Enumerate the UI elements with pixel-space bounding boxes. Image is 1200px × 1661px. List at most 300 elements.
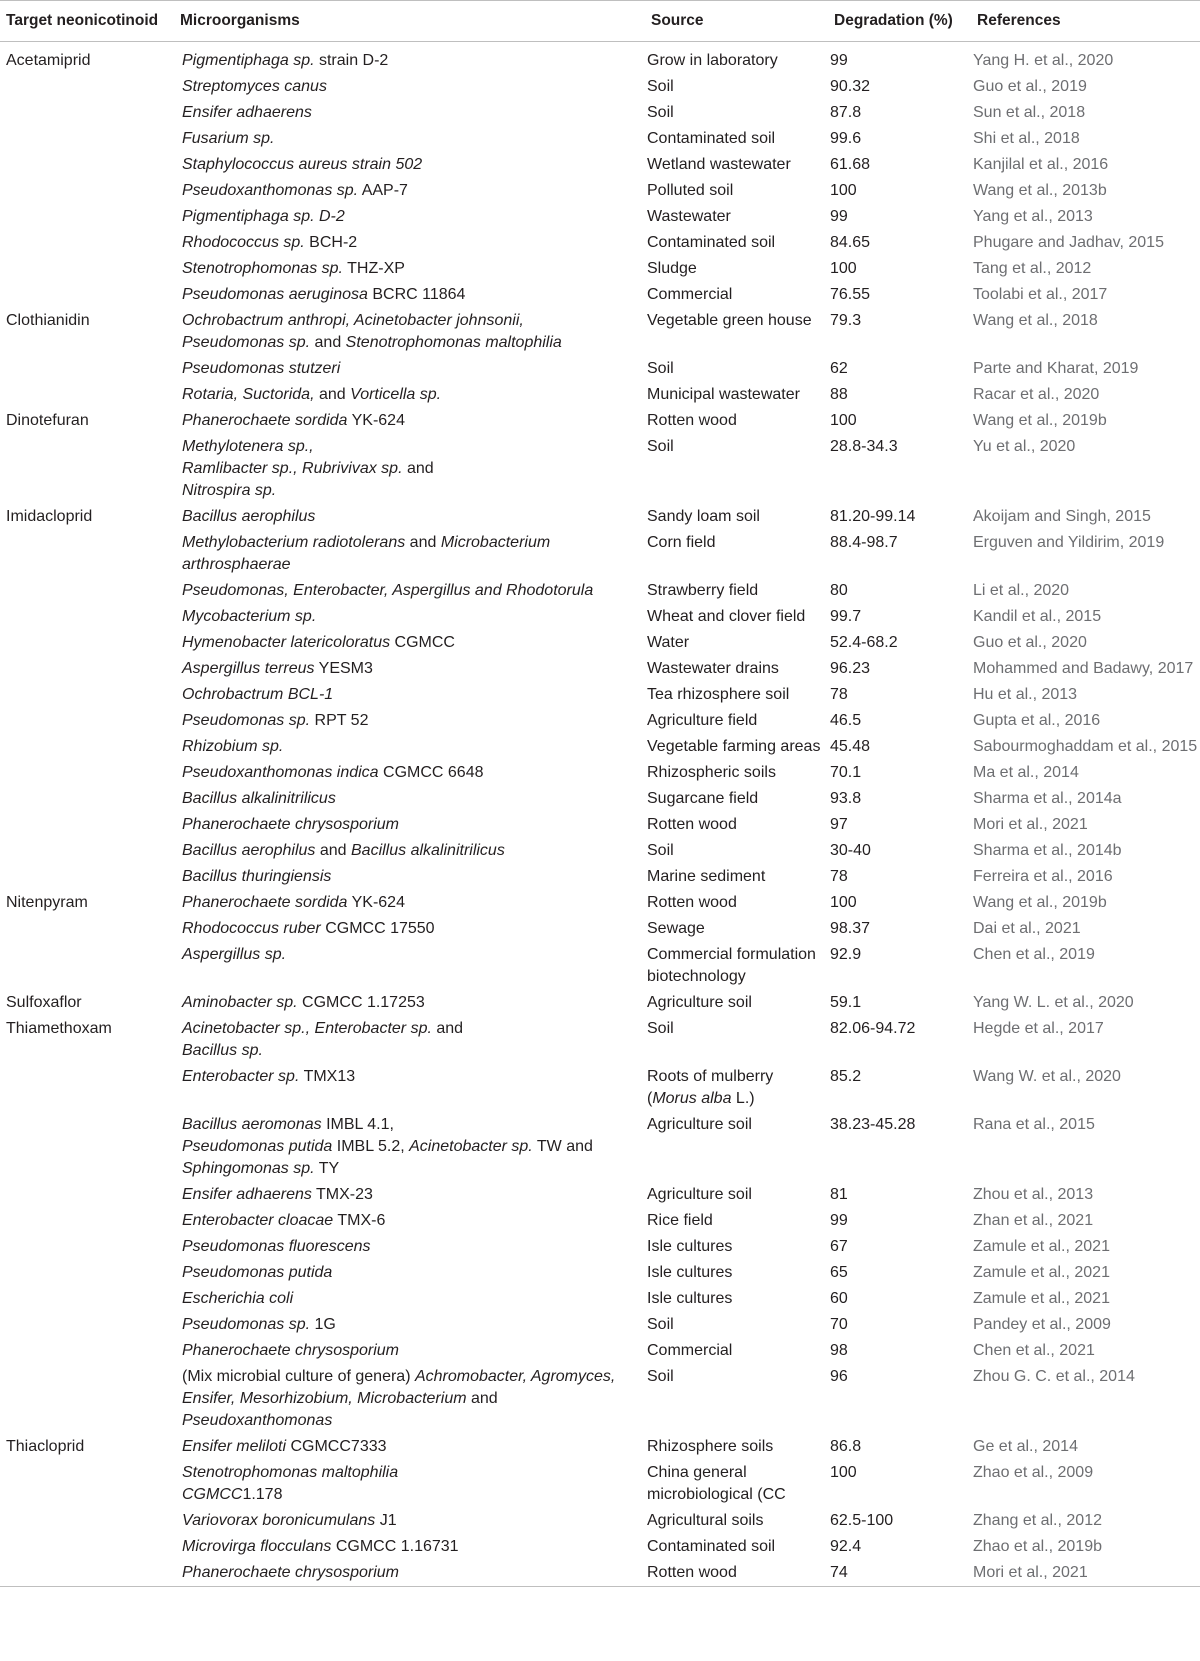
microorganism-cell — [174, 1312, 645, 1338]
microorganism-cell — [174, 1338, 645, 1364]
text-segment: IMBL 4.1, — [321, 1116, 394, 1133]
text-segment: J1 — [375, 1512, 397, 1529]
reference-cell: Zamule et al., 2021 — [973, 1264, 1110, 1281]
text-segment: YESM3 — [314, 660, 373, 677]
microorganism-cell — [174, 1182, 645, 1208]
microorganism-cell — [174, 204, 645, 230]
reference-cell: Pandey et al., 2009 — [973, 1316, 1111, 1333]
degradation-cell: 99 — [830, 52, 848, 69]
degradation-cell: 84.65 — [830, 234, 871, 251]
microorganism-cell — [174, 308, 645, 356]
reference-cell: Mohammed and Badawy, 2017 — [973, 660, 1194, 677]
microorganism-cell — [174, 682, 645, 708]
italic-text-segment: Methylobacterium radiotolerans — [182, 534, 406, 551]
source-cell — [645, 1064, 828, 1112]
compound-cell: Dinotefuran — [6, 412, 89, 429]
compound-cell — [0, 682, 174, 708]
source-cell: Agriculture soil — [647, 994, 752, 1011]
reference-cell: Hegde et al., 2017 — [973, 1020, 1104, 1037]
table-row — [0, 1338, 1200, 1364]
compound-cell — [0, 1286, 174, 1312]
compound-cell — [0, 734, 174, 760]
compound-cell — [0, 100, 174, 126]
reference-cell: Gupta et al., 2016 — [973, 712, 1101, 729]
table-row — [0, 838, 1200, 864]
microorganism-cell — [174, 1208, 645, 1234]
italic-text-segment: Pseudomonas sp. — [182, 1316, 311, 1333]
source-cell: Soil — [647, 842, 674, 859]
compound-cell — [0, 916, 174, 942]
source-cell: Water — [647, 634, 690, 651]
table-row — [0, 604, 1200, 630]
italic-text-segment: Mycobacterium sp. — [182, 608, 317, 625]
degradation-cell: 92.4 — [830, 1538, 862, 1555]
microorganism-cell — [174, 152, 645, 178]
reference-cell: Shi et al., 2018 — [973, 130, 1080, 147]
table-row — [0, 126, 1200, 152]
table-row — [0, 530, 1200, 578]
microorganism-cell — [174, 1434, 645, 1460]
text-segment: TW and — [532, 1138, 593, 1155]
microorganism-cell — [174, 230, 645, 256]
degradation-cell: 86.8 — [830, 1438, 862, 1455]
reference-cell: Chen et al., 2021 — [973, 1342, 1095, 1359]
microorganism-cell — [174, 1234, 645, 1260]
microorganism-cell — [174, 1364, 645, 1434]
table-row — [0, 578, 1200, 604]
degradation-cell: 96 — [830, 1368, 848, 1385]
reference-cell: Phugare and Jadhav, 2015 — [973, 234, 1164, 251]
table-row — [0, 1016, 1200, 1064]
compound-cell — [0, 630, 174, 656]
microorganism-cell — [174, 1508, 645, 1534]
header-degradation: Degradation (%) — [834, 12, 953, 29]
italic-text-segment: CGMCC — [182, 1486, 243, 1503]
text-segment: THZ-XP — [343, 260, 405, 277]
compound-cell: Acetamiprid — [6, 52, 91, 69]
source-cell: Isle cultures — [647, 1238, 733, 1255]
compound-cell — [0, 1534, 174, 1560]
source-cell: Agriculture soil — [647, 1186, 752, 1203]
text-segment: ( — [647, 1090, 653, 1107]
text-segment: TMX-23 — [311, 1186, 373, 1203]
reference-cell: Parte and Kharat, 2019 — [973, 360, 1139, 377]
text-segment: strain D-2 — [314, 52, 389, 69]
table-row — [0, 282, 1200, 308]
source-cell: Polluted soil — [647, 182, 734, 199]
compound-cell — [0, 656, 174, 682]
reference-cell: Mori et al., 2021 — [973, 816, 1088, 833]
table-row — [0, 1112, 1200, 1182]
microorganism-cell — [174, 504, 645, 530]
italic-text-segment: Achromobacter, Agromyces, — [414, 1368, 616, 1385]
microorganism-cell — [174, 74, 645, 100]
degradation-cell: 99.7 — [830, 608, 862, 625]
compound-cell — [0, 530, 174, 578]
text-segment: YK-624 — [347, 412, 405, 429]
reference-cell: Yu et al., 2020 — [973, 438, 1076, 455]
microorganism-cell — [174, 126, 645, 152]
table-row — [0, 630, 1200, 656]
source-cell: Soil — [647, 1020, 674, 1037]
microorganism-cell — [174, 708, 645, 734]
italic-text-segment: Bacillus thuringiensis — [182, 868, 332, 885]
source-cell: Commercial formulation biotechnology — [647, 946, 816, 985]
microorganism-cell — [174, 812, 645, 838]
compound-cell — [0, 1260, 174, 1286]
reference-cell: Kanjilal et al., 2016 — [973, 156, 1109, 173]
reference-cell: Mori et al., 2021 — [973, 1564, 1088, 1581]
italic-text-segment: Bacillus aeromonas — [182, 1116, 322, 1133]
reference-cell: Toolabi et al., 2017 — [973, 286, 1108, 303]
italic-text-segment: Stenotrophomonas sp. — [182, 260, 343, 277]
microorganism-cell — [174, 1534, 645, 1560]
compound-cell — [0, 1182, 174, 1208]
text-segment: L.) — [731, 1090, 755, 1107]
italic-text-segment: Pseudomonas aeruginosa — [182, 286, 368, 303]
text-segment: CGMCC7333 — [286, 1438, 387, 1455]
italic-text-segment: Vorticella sp. — [350, 386, 442, 403]
italic-text-segment: Rhizobium sp. — [182, 738, 284, 755]
degradation-cell: 100 — [830, 182, 857, 199]
source-cell: Marine sediment — [647, 868, 766, 885]
text-segment: TMX13 — [299, 1068, 356, 1085]
compound-cell — [0, 204, 174, 230]
italic-text-segment: Pseudomonas putida — [182, 1138, 333, 1155]
reference-cell: Yang et al., 2013 — [973, 208, 1093, 225]
microorganism-cell — [174, 356, 645, 382]
reference-cell: Yang H. et al., 2020 — [973, 52, 1114, 69]
degradation-cell: 100 — [830, 260, 857, 277]
italic-text-segment: Methylotenera sp., — [182, 438, 314, 455]
italic-text-segment: Bacillus sp. — [182, 1042, 263, 1059]
compound-cell — [0, 1460, 174, 1508]
table-row — [0, 1064, 1200, 1112]
compound-cell — [0, 838, 174, 864]
microorganism-cell — [174, 282, 645, 308]
microorganism-cell — [174, 530, 645, 578]
text-segment: IMBL 5.2, — [332, 1138, 410, 1155]
compound-cell — [0, 178, 174, 204]
degradation-cell: 60 — [830, 1290, 848, 1307]
table-row — [0, 1286, 1200, 1312]
source-cell: Rotten wood — [647, 816, 737, 833]
italic-text-segment: Rhodococcus sp. — [182, 234, 305, 251]
degradation-cell: 99 — [830, 1212, 848, 1229]
source-cell: China general microbiological (CC — [647, 1464, 786, 1503]
source-cell: Sandy loam soil — [647, 508, 760, 525]
table-row — [0, 682, 1200, 708]
text-segment: CGMCC — [390, 634, 455, 651]
source-cell: Wastewater drains — [647, 660, 779, 677]
microorganism-cell — [174, 786, 645, 812]
compound-cell — [0, 256, 174, 282]
text-segment: CGMCC 17550 — [320, 920, 435, 937]
italic-text-segment: Phanerochaete sordida — [182, 412, 348, 429]
reference-cell: Sun et al., 2018 — [973, 104, 1086, 121]
reference-cell: Zhou G. C. et al., 2014 — [973, 1368, 1135, 1385]
microorganism-cell — [174, 256, 645, 282]
source-cell: Agriculture field — [647, 712, 758, 729]
compound-cell — [0, 1064, 174, 1112]
text-segment: 1.178 — [242, 1486, 283, 1503]
table-row — [0, 734, 1200, 760]
table-row — [0, 890, 1200, 916]
source-cell: Soil — [647, 438, 674, 455]
source-cell: Rhizosphere soils — [647, 1438, 774, 1455]
degradation-cell: 100 — [830, 1464, 857, 1481]
degradation-cell: 52.4-68.2 — [830, 634, 898, 651]
microorganism-cell — [174, 656, 645, 682]
italic-text-segment: Ochrobactrum BCL-1 — [182, 686, 334, 703]
italic-text-segment: Aspergillus sp. — [182, 946, 287, 963]
source-cell: Contaminated soil — [647, 234, 776, 251]
degradation-cell: 88.4-98.7 — [830, 534, 898, 551]
microorganism-cell — [174, 408, 645, 434]
table-row — [0, 504, 1200, 530]
degradation-cell: 28.8-34.3 — [830, 438, 898, 455]
italic-text-segment: Pseudoxanthomonas indica — [182, 764, 379, 781]
table-row — [0, 100, 1200, 126]
text-segment: and — [431, 1020, 464, 1037]
italic-text-segment: Stenotrophomonas maltophilia — [182, 1464, 399, 1481]
source-cell: Agriculture soil — [647, 1116, 752, 1133]
compound-cell — [0, 1560, 174, 1587]
source-cell: Soil — [647, 1316, 674, 1333]
degradation-cell: 80 — [830, 582, 848, 599]
compound-cell — [0, 1312, 174, 1338]
text-segment: and — [310, 334, 346, 351]
reference-cell: Zhan et al., 2021 — [973, 1212, 1094, 1229]
degradation-cell: 46.5 — [830, 712, 862, 729]
table-row — [0, 74, 1200, 100]
table-row — [0, 204, 1200, 230]
microorganism-cell — [174, 1260, 645, 1286]
reference-cell: Sabourmoghaddam et al., 2015 — [973, 738, 1198, 755]
compound-cell — [0, 1208, 174, 1234]
source-cell: Commercial — [647, 1342, 733, 1359]
source-cell: Municipal wastewater — [647, 386, 800, 403]
reference-cell: Zhao et al., 2009 — [973, 1464, 1094, 1481]
table-row — [0, 1182, 1200, 1208]
text-segment: and — [466, 1390, 498, 1407]
header-source: Source — [651, 12, 704, 29]
microorganism-cell — [174, 42, 645, 75]
reference-cell: Akoijam and Singh, 2015 — [973, 508, 1151, 525]
compound-cell — [0, 1364, 174, 1434]
text-segment: Roots of mulberry — [647, 1068, 774, 1085]
italic-text-segment: Ramlibacter sp., Rubrivivax sp. — [182, 460, 403, 477]
compound-cell — [0, 1234, 174, 1260]
table-row — [0, 656, 1200, 682]
italic-text-segment: Fusarium sp. — [182, 130, 275, 147]
degradation-cell: 78 — [830, 686, 848, 703]
table-row — [0, 256, 1200, 282]
text-segment: YK-624 — [347, 894, 405, 911]
table-row — [0, 760, 1200, 786]
source-cell: Soil — [647, 1368, 674, 1385]
compound-cell — [0, 74, 174, 100]
italic-text-segment: Ochrobactrum anthropi, Acinetobacter johnsonii, — [182, 312, 524, 329]
table-row — [0, 230, 1200, 256]
text-segment: TMX-6 — [333, 1212, 386, 1229]
text-segment: CGMCC 1.17253 — [297, 994, 425, 1011]
compound-cell: Thiacloprid — [6, 1438, 85, 1455]
compound-cell: Thiamethoxam — [6, 1020, 112, 1037]
source-cell: Vegetable farming areas — [647, 738, 821, 755]
microorganism-cell — [174, 178, 645, 204]
degradation-cell: 96.23 — [830, 660, 871, 677]
italic-text-segment: Ensifer adhaerens — [182, 104, 312, 121]
source-cell: Strawberry field — [647, 582, 759, 599]
text-segment: and — [315, 842, 351, 859]
reference-cell: Erguven and Yildirim, 2019 — [973, 534, 1165, 551]
text-segment: and — [402, 460, 434, 477]
italic-text-segment: Ensifer meliloti — [182, 1438, 287, 1455]
microorganism-cell — [174, 100, 645, 126]
text-segment: and — [314, 386, 351, 403]
reference-cell: Li et al., 2020 — [973, 582, 1070, 599]
compound-cell — [0, 1112, 174, 1182]
degradation-cell: 100 — [830, 412, 857, 429]
degradation-cell: 74 — [830, 1564, 848, 1581]
italic-text-segment: Ensifer, Mesorhizobium, Microbacterium — [182, 1390, 467, 1407]
source-cell: Isle cultures — [647, 1264, 733, 1281]
reference-cell: Zhao et al., 2019b — [973, 1538, 1102, 1555]
table-row — [0, 178, 1200, 204]
degradation-cell: 65 — [830, 1264, 848, 1281]
header-microorganisms: Microorganisms — [180, 12, 300, 29]
text-segment: BCRC 11864 — [367, 286, 466, 303]
reference-cell: Wang et al., 2019b — [973, 412, 1107, 429]
italic-text-segment: Pigmentiphaga sp. D-2 — [182, 208, 345, 225]
compound-cell — [0, 230, 174, 256]
compound-cell — [0, 126, 174, 152]
degradation-cell: 100 — [830, 894, 857, 911]
compound-cell — [0, 760, 174, 786]
degradation-cell: 76.55 — [830, 286, 871, 303]
reference-cell: Sharma et al., 2014b — [973, 842, 1122, 859]
italic-text-segment: Bacillus aerophilus — [182, 842, 316, 859]
italic-text-segment: Rotaria, Suctorida, — [182, 386, 315, 403]
degradation-cell: 70 — [830, 1316, 848, 1333]
reference-cell: Yang W. L. et al., 2020 — [973, 994, 1134, 1011]
table-row — [0, 1534, 1200, 1560]
source-cell: Rotten wood — [647, 894, 737, 911]
compound-cell — [0, 1508, 174, 1534]
degradation-cell: 70.1 — [830, 764, 862, 781]
table-row — [0, 1208, 1200, 1234]
compound-cell — [0, 282, 174, 308]
source-cell: Rotten wood — [647, 1564, 737, 1581]
italic-text-segment: Morus alba — [652, 1090, 732, 1107]
microorganism-cell — [174, 1016, 645, 1064]
italic-text-segment: Bacillus alkalinitrilicus — [351, 842, 505, 859]
compound-cell — [0, 434, 174, 504]
microorganism-cell — [174, 1112, 645, 1182]
italic-text-segment: Aspergillus terreus — [182, 660, 315, 677]
reference-cell: Rana et al., 2015 — [973, 1116, 1095, 1133]
source-cell: Sewage — [647, 920, 705, 937]
table-row — [0, 786, 1200, 812]
text-segment: and — [405, 534, 441, 551]
degradation-cell: 81.20-99.14 — [830, 508, 916, 525]
reference-cell: Zamule et al., 2021 — [973, 1238, 1110, 1255]
degradation-cell: 97 — [830, 816, 848, 833]
microorganism-cell — [174, 760, 645, 786]
degradation-cell: 82.06-94.72 — [830, 1020, 916, 1037]
italic-text-segment: Phanerochaete chrysosporium — [182, 1342, 400, 1359]
degradation-cell: 62 — [830, 360, 848, 377]
italic-text-segment: Enterobacter cloacae — [182, 1212, 334, 1229]
header-references: References — [977, 12, 1061, 29]
table-row — [0, 1460, 1200, 1508]
source-cell: Contaminated soil — [647, 1538, 776, 1555]
microorganism-cell — [174, 1064, 645, 1112]
text-segment: CGMCC 1.16731 — [331, 1538, 459, 1555]
italic-text-segment: Phanerochaete sordida — [182, 894, 348, 911]
microorganism-cell — [174, 604, 645, 630]
italic-text-segment: Bacillus aerophilus — [182, 508, 316, 525]
compound-cell: Imidacloprid — [6, 508, 93, 525]
compound-cell — [0, 578, 174, 604]
source-cell: Contaminated soil — [647, 130, 776, 147]
degradation-cell: 99.6 — [830, 130, 862, 147]
italic-text-segment: Streptomyces canus — [182, 78, 327, 95]
table-row — [0, 708, 1200, 734]
reference-cell: Racar et al., 2020 — [973, 386, 1100, 403]
reference-cell: Wang et al., 2013b — [973, 182, 1107, 199]
source-cell: Rice field — [647, 1212, 713, 1229]
compound-cell — [0, 382, 174, 408]
italic-text-segment: Sphingomonas sp. — [182, 1160, 315, 1177]
source-cell: Grow in laboratory — [647, 52, 778, 69]
compound-cell — [0, 786, 174, 812]
italic-text-segment: Stenotrophomonas maltophilia — [345, 334, 562, 351]
source-cell: Sludge — [647, 260, 697, 277]
reference-cell: Hu et al., 2013 — [973, 686, 1078, 703]
degradation-cell: 38.23-45.28 — [830, 1116, 916, 1133]
microorganism-cell — [174, 890, 645, 916]
italic-text-segment: Pseudomonas, Enterobacter, Aspergillus and Rhodotorula — [182, 582, 594, 599]
text-segment: TY — [314, 1160, 340, 1177]
source-cell: Wheat and clover field — [647, 608, 806, 625]
text-segment: BCH-2 — [304, 234, 358, 251]
table-row — [0, 1364, 1200, 1434]
table-row — [0, 1508, 1200, 1534]
compound-cell — [0, 942, 174, 990]
reference-cell: Sharma et al., 2014a — [973, 790, 1122, 807]
degradation-cell: 88 — [830, 386, 848, 403]
degradation-cell: 98.37 — [830, 920, 871, 937]
italic-text-segment: Microbacterium — [440, 534, 551, 551]
degradation-cell: 99 — [830, 208, 848, 225]
degradation-cell: 81 — [830, 1186, 848, 1203]
table-row — [0, 812, 1200, 838]
source-cell: Wetland wastewater — [647, 156, 791, 173]
source-cell: Isle cultures — [647, 1290, 733, 1307]
text-segment: RPT 52 — [310, 712, 369, 729]
table-row — [0, 408, 1200, 434]
degradation-cell: 98 — [830, 1342, 848, 1359]
degradation-cell: 85.2 — [830, 1068, 862, 1085]
reference-cell: Dai et al., 2021 — [973, 920, 1081, 937]
source-cell: Rhizospheric soils — [647, 764, 776, 781]
reference-cell: Ferreira et al., 2016 — [973, 868, 1113, 885]
italic-text-segment: Rhodococcus ruber — [182, 920, 321, 937]
italic-text-segment: Bacillus alkalinitrilicus — [182, 790, 336, 807]
source-cell: Soil — [647, 360, 674, 377]
